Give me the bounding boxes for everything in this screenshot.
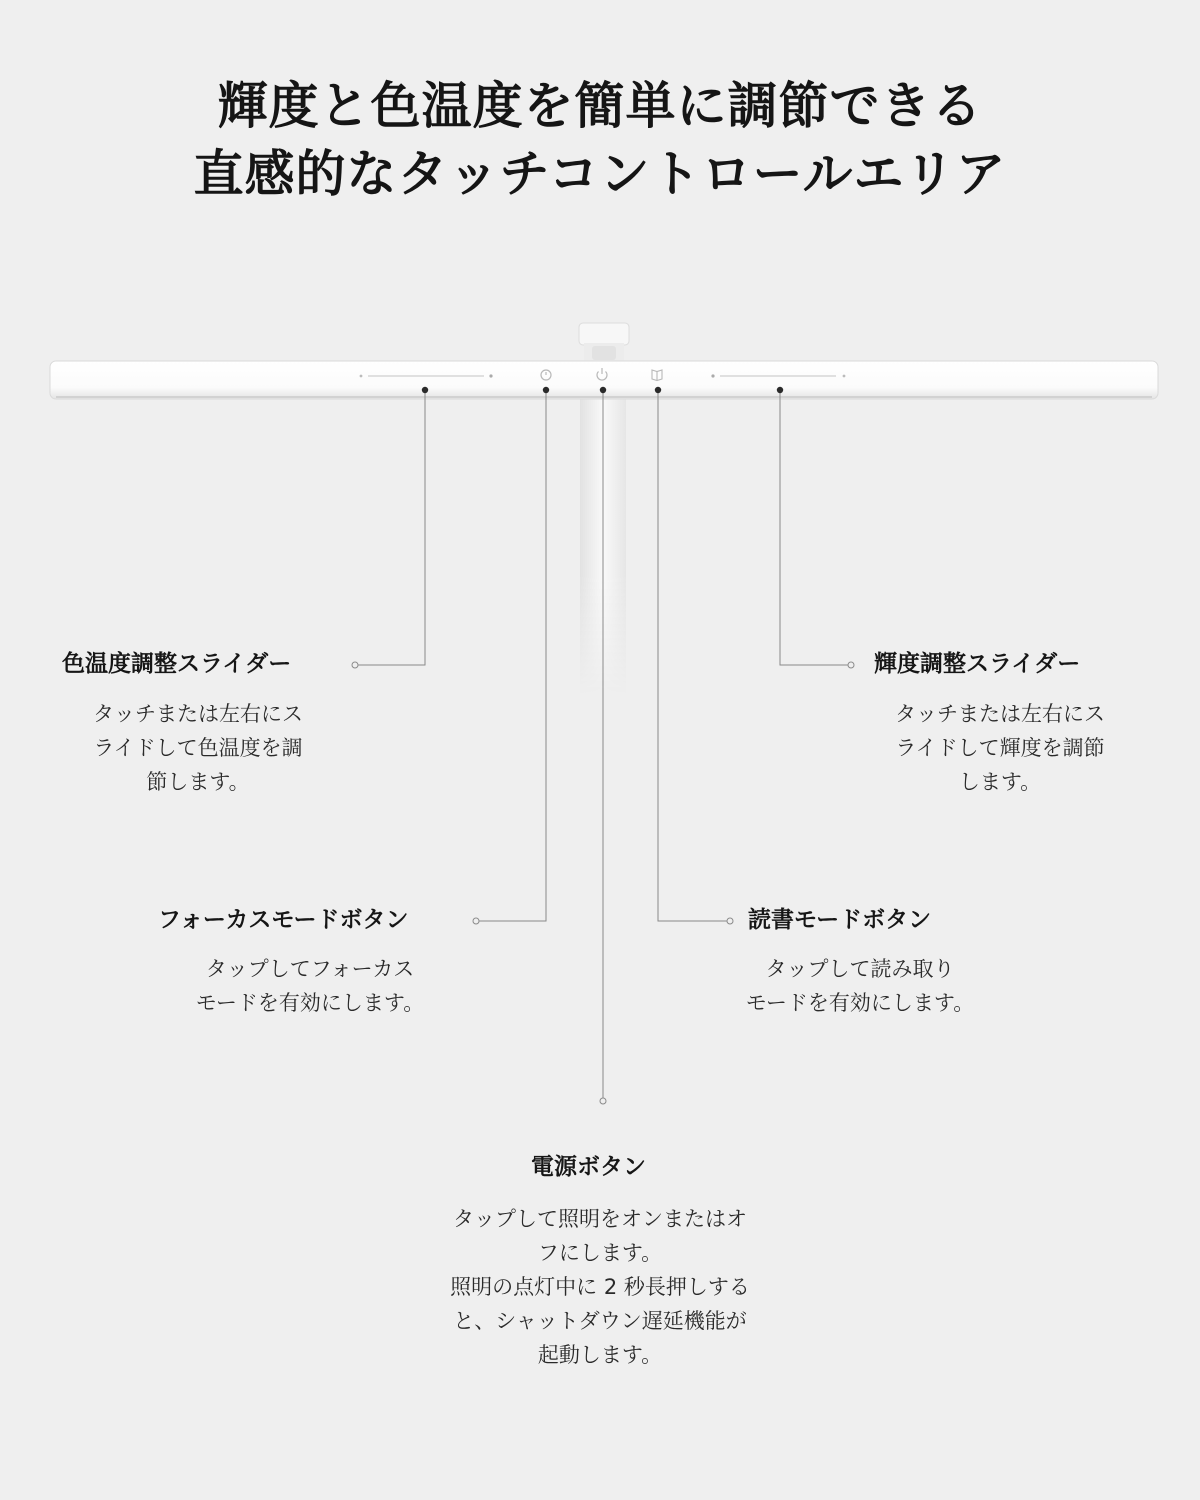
brightness-slider-title: 輝度調整スライダー <box>874 651 1081 677</box>
reading-mode-title: 読書モードボタン <box>748 907 932 933</box>
brightness-slider-description: タッチまたは左右にス ライドして輝度を調節 します。 <box>895 702 1105 794</box>
reading-mode-description: タップして読み取り モードを有効にします。 <box>745 957 975 1015</box>
power-button-description: タップして照明をオンまたはオ フにします。 照明の点灯中に 2 秒長押しする と、シャットダウン遅延機能が 起動します。 <box>450 1207 750 1367</box>
headline-line-2: 直感的なタッチコントロールエリア <box>193 145 1007 203</box>
headline-line-1: 輝度と色温度を簡単に調節できる <box>217 77 983 135</box>
focus-mode-description: タップしてフォーカス モードを有効にします。 <box>195 957 425 1015</box>
lamp-head-connector <box>579 323 629 363</box>
power-button-title: 電源ボタン <box>531 1154 646 1180</box>
focus-mode-title: フォーカスモードボタン <box>158 907 409 933</box>
color-temp-slider-title: 色温度調整スライダー <box>62 651 292 677</box>
color-temp-slider-description: タッチまたは左右にス ライドして色温度を調 節します。 <box>93 702 303 794</box>
